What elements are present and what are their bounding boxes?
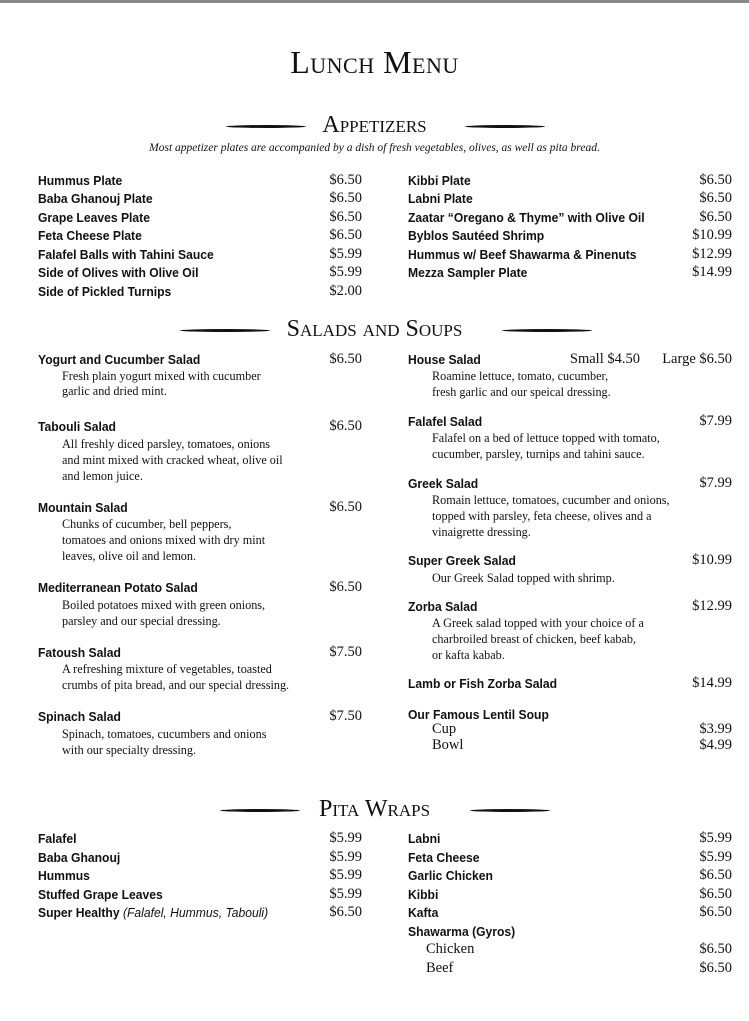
menu-item-name (38, 905, 268, 920)
menu-item-price: $6.50 (699, 867, 732, 883)
menu-item-name: Mountain Salad (38, 500, 128, 515)
menu-item-price: $5.99 (699, 849, 732, 865)
menu-item-description: topped with parsley, feta cheese, olives and a (432, 509, 652, 523)
menu-item-price: $6.50 (329, 190, 362, 206)
option-label: Beef (426, 960, 454, 976)
divider-ornament-left (180, 329, 270, 332)
menu-item-price: $10.99 (692, 552, 732, 568)
menu-item-price: $6.50 (329, 418, 362, 434)
menu-item-name: Kafta (408, 905, 439, 920)
menu-item-price: $6.50 (329, 579, 362, 595)
menu-item-name: Hummus (38, 868, 90, 883)
divider-ornament-right (470, 809, 550, 812)
menu-item-name: House Salad (408, 352, 481, 367)
menu-item-description: fresh garlic and our speical dressing. (432, 385, 611, 399)
menu-item-name: Super Greek Salad (408, 553, 516, 568)
menu-item-name: Side of Olives with Olive Oil (38, 265, 199, 280)
menu-item-name: Greek Salad (408, 476, 479, 491)
menu-item-description: garlic and dried mint. (62, 384, 167, 398)
menu-item-name: Our Famous Lentil Soup (408, 707, 549, 722)
menu-item-description: Chunks of cucumber, bell peppers, (62, 517, 232, 531)
menu-item-name: Zaatar “Oregano & Thyme” with Olive Oil (408, 210, 645, 225)
menu-item-name: Spinach Salad (38, 709, 121, 724)
menu-item-price: $5.99 (699, 830, 732, 846)
divider-ornament-right (502, 329, 592, 332)
menu-item-description: and mint mixed with cracked wheat, olive oil (62, 453, 283, 467)
divider-ornament-left (220, 809, 300, 812)
menu-item-description: Spinach, tomatoes, cucumbers and onions (62, 727, 267, 741)
menu-item-name: Baba Ghanouj (38, 850, 121, 865)
menu-item-description: Fresh plain yogurt mixed with cucumber (62, 369, 261, 383)
appetizers-header (0, 112, 749, 146)
option-label: Bowl (432, 737, 464, 753)
menu-item-name: Fatoush Salad (38, 645, 121, 660)
menu-item-name: Mezza Sampler Plate (408, 265, 528, 280)
menu-item-description: Romain lettuce, tomatoes, cucumber and onions, (432, 493, 670, 507)
menu-item-price: $5.99 (329, 886, 362, 902)
large-price: Large $6.50 (662, 351, 732, 367)
menu-item-price: $5.99 (329, 849, 362, 865)
menu-item-price: $14.99 (692, 675, 732, 691)
menu-item-description: A refreshing mixture of vegetables, toasted (62, 662, 272, 676)
menu-item-description: and lemon juice. (62, 469, 143, 483)
option-price: $6.50 (699, 941, 732, 957)
menu-item-name: Labni (408, 831, 441, 846)
menu-item-price: $6.50 (699, 904, 732, 920)
menu-item-price: $5.99 (329, 867, 362, 883)
menu-item-name: Falafel (38, 831, 77, 846)
wraps-heading: Pita Wraps (318, 796, 431, 822)
menu-item-price: $6.50 (329, 227, 362, 243)
menu-item-price: $7.99 (699, 475, 732, 491)
menu-item-description: crumbs of pita bread, and our special dressing. (62, 678, 290, 692)
menu-item-description: or kafta kabab. (432, 648, 505, 662)
super-healthy-name: Super Healthy (38, 905, 120, 920)
menu-item-name: Hummus Plate (38, 173, 123, 188)
menu-item-name: Falafel Salad (408, 414, 483, 429)
menu-item-name: Byblos Sautéed Shrimp (408, 228, 545, 243)
menu-item-description: vinaigrette dressing. (432, 525, 531, 539)
wraps-header (0, 796, 749, 830)
menu-item-price: $6.50 (699, 190, 732, 206)
menu-item-name: Grape Leaves Plate (38, 210, 150, 225)
menu-item-price: $6.50 (329, 499, 362, 515)
menu-item-price: $6.50 (329, 904, 362, 920)
menu-item-name: Tabouli Salad (38, 419, 116, 434)
menu-item-name: Feta Cheese (408, 850, 480, 865)
menu-item-description: Roamine lettuce, tomato, cucumber, (432, 369, 609, 383)
menu-item-price: $6.50 (699, 886, 732, 902)
menu-item-name: Labni Plate (408, 191, 473, 206)
menu-item-price: $6.50 (329, 351, 362, 367)
menu-item-price: $6.50 (699, 209, 732, 225)
salads-header (0, 316, 749, 350)
menu-item-description: cucumber, parsley, turnips and tahini sauce. (432, 447, 645, 461)
menu-item-description: leaves, olive oil and lemon. (62, 549, 197, 563)
menu-item-name: Shawarma (Gyros) (408, 924, 516, 939)
divider-ornament-left (226, 125, 306, 128)
option-price: $4.99 (699, 737, 732, 753)
menu-item-price: $6.50 (699, 172, 732, 188)
menu-item-description: parsley and our special dressing. (62, 614, 221, 628)
menu-item-name: Kibbi (408, 887, 439, 902)
menu-item-name: Mediterranean Potato Salad (38, 580, 198, 595)
menu-item-price: $5.99 (329, 246, 362, 262)
menu-item-price: $12.99 (692, 246, 732, 262)
menu-item-price: $14.99 (692, 264, 732, 280)
option-price: $3.99 (699, 721, 732, 737)
menu-item-name: Lamb or Fish Zorba Salad (408, 676, 557, 691)
menu-item-name: Falafel Balls with Tahini Sauce (38, 247, 214, 262)
menu-item-description: A Greek salad topped with your choice of a (432, 616, 644, 630)
menu-item-name: Side of Pickled Turnips (38, 284, 172, 299)
menu-item-name: Zorba Salad (408, 599, 478, 614)
menu-item-name: Stuffed Grape Leaves (38, 887, 163, 902)
menu-item-name: Feta Cheese Plate (38, 228, 142, 243)
menu-item-price: $7.50 (329, 708, 362, 724)
menu-item-description: All freshly diced parsley, tomatoes, onions (62, 437, 271, 451)
menu-item-price: $7.99 (699, 413, 732, 429)
menu-item-description: Boiled potatoes mixed with green onions, (62, 598, 266, 612)
menu-item-name: Baba Ghanouj Plate (38, 191, 153, 206)
menu-item-price: $7.50 (329, 644, 362, 660)
divider-ornament-right (465, 125, 545, 128)
salads-heading: Salads and Soups (286, 316, 463, 342)
menu-item-price: $6.50 (329, 172, 362, 188)
menu-item-name: Garlic Chicken (408, 868, 493, 883)
option-label: Chicken (426, 941, 475, 957)
small-price: Small $4.50 (569, 351, 640, 367)
menu-item-price: $5.99 (329, 264, 362, 280)
menu-item-price: $12.99 (692, 598, 732, 614)
menu-item-description: tomatoes and onions mixed with dry mint (62, 533, 266, 547)
option-label: Cup (432, 721, 457, 737)
super-healthy-detail: (Falafel, Hummus, Tabouli) (122, 905, 269, 920)
menu-item-price: $10.99 (692, 227, 732, 243)
menu-item-description: Our Greek Salad topped with shrimp. (432, 571, 615, 585)
menu-item-price: $6.50 (329, 209, 362, 225)
menu-item-description: with our specialty dressing. (62, 743, 197, 757)
menu-item-name: Hummus w/ Beef Shawarma & Pinenuts (408, 247, 637, 262)
menu-item-name: Kibbi Plate (408, 173, 471, 188)
appetizers-heading: Appetizers (322, 112, 427, 138)
appetizers-note: Most appetizer plates are accompanied by a dish of fresh vegetables, olives, as well as pita bread. (149, 142, 600, 154)
menu-item-price: $2.00 (329, 283, 362, 299)
menu-item-description: charbroiled breast of chicken, beef kabab, (432, 632, 637, 646)
menu-item-price: $5.99 (329, 830, 362, 846)
menu-title: Lunch Menu (290, 44, 459, 80)
option-price: $6.50 (699, 960, 732, 976)
top-border (0, 0, 749, 3)
menu-item-description: Falafel on a bed of lettuce topped with tomato, (432, 431, 660, 445)
menu-item-name: Yogurt and Cucumber Salad (38, 352, 201, 367)
